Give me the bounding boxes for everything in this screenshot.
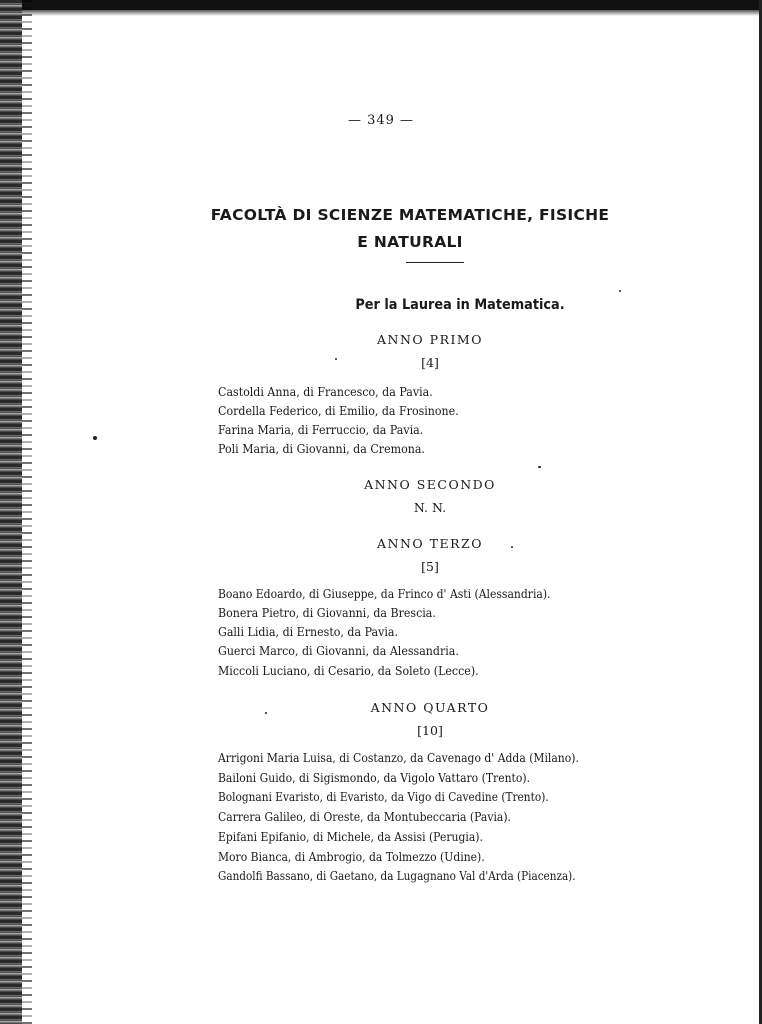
year-heading: ANNO TERZO <box>377 536 483 551</box>
student-entry: Guerci Marco, di Giovanni, da Alessandria. <box>218 644 459 658</box>
book-spine-edge <box>0 0 22 1024</box>
student-entry: Gandolfi Bassano, di Gaetano, da Lugagnano Val d'Arda (Piacenza). <box>218 869 576 883</box>
student-count: N. N. <box>413 500 447 515</box>
student-entry: Galli Lidia, di Ernesto, da Pavia. <box>218 625 398 639</box>
year-heading: ANNO SECONDO <box>364 477 496 492</box>
year-heading: ANNO QUARTO <box>370 700 490 715</box>
student-entry: Moro Bianca, di Ambrogio, da Tolmezzo (Udine). <box>218 850 485 864</box>
year-heading: ANNO PRIMO <box>377 332 483 347</box>
title-divider <box>406 262 464 263</box>
student-entry: Cordella Federico, di Emilio, da Frosinone. <box>218 404 459 418</box>
page-number: — 349 — <box>347 113 415 128</box>
student-entry: Poli Maria, di Giovanni, da Cremona. <box>218 442 425 456</box>
student-count: [4] <box>421 355 439 370</box>
student-entry: Bailoni Guido, di Sigismondo, da Vigolo Vattaro (Trento). <box>218 771 531 785</box>
student-count: [5] <box>421 559 439 574</box>
student-entry: Carrera Galileo, di Oreste, da Montubeccaria (Pavia). <box>218 810 511 824</box>
student-entry: Boano Edoardo, di Giuseppe, da Frinco d' Asti (Alessandria). <box>218 587 551 601</box>
scan-top-shadow <box>0 10 762 16</box>
student-entry: Bolognani Evaristo, di Evaristo, da Vigo di Cavedine (Trento). <box>218 790 549 804</box>
student-entry: Epifani Epifanio, di Michele, da Assisi (Perugia). <box>218 830 483 844</box>
student-entry: Castoldi Anna, di Francesco, da Pavia. <box>218 385 433 399</box>
student-entry: Farina Maria, di Ferruccio, da Pavia. <box>218 423 424 437</box>
speck <box>538 466 541 468</box>
student-entry: Arrigoni Maria Luisa, di Costanzo, da Cavenago d' Adda (Milano). <box>218 751 579 765</box>
student-count: [10] <box>417 723 443 738</box>
speck <box>619 290 621 292</box>
student-entry: Bonera Pietro, di Giovanni, da Brescia. <box>218 606 436 620</box>
scan-top-border <box>0 0 762 10</box>
speck <box>93 436 97 440</box>
student-entry: Miccoli Luciano, di Cesario, da Soleto (Lecce). <box>218 664 479 678</box>
degree-heading: Per la Laurea in Matematica. <box>355 297 565 313</box>
faculty-title-continued: E NATURALI <box>357 233 463 251</box>
faculty-title: FACOLTÀ DI SCIENZE MATEMATICHE, FISICHE <box>210 206 610 224</box>
book-spine-shadow <box>22 0 32 1024</box>
